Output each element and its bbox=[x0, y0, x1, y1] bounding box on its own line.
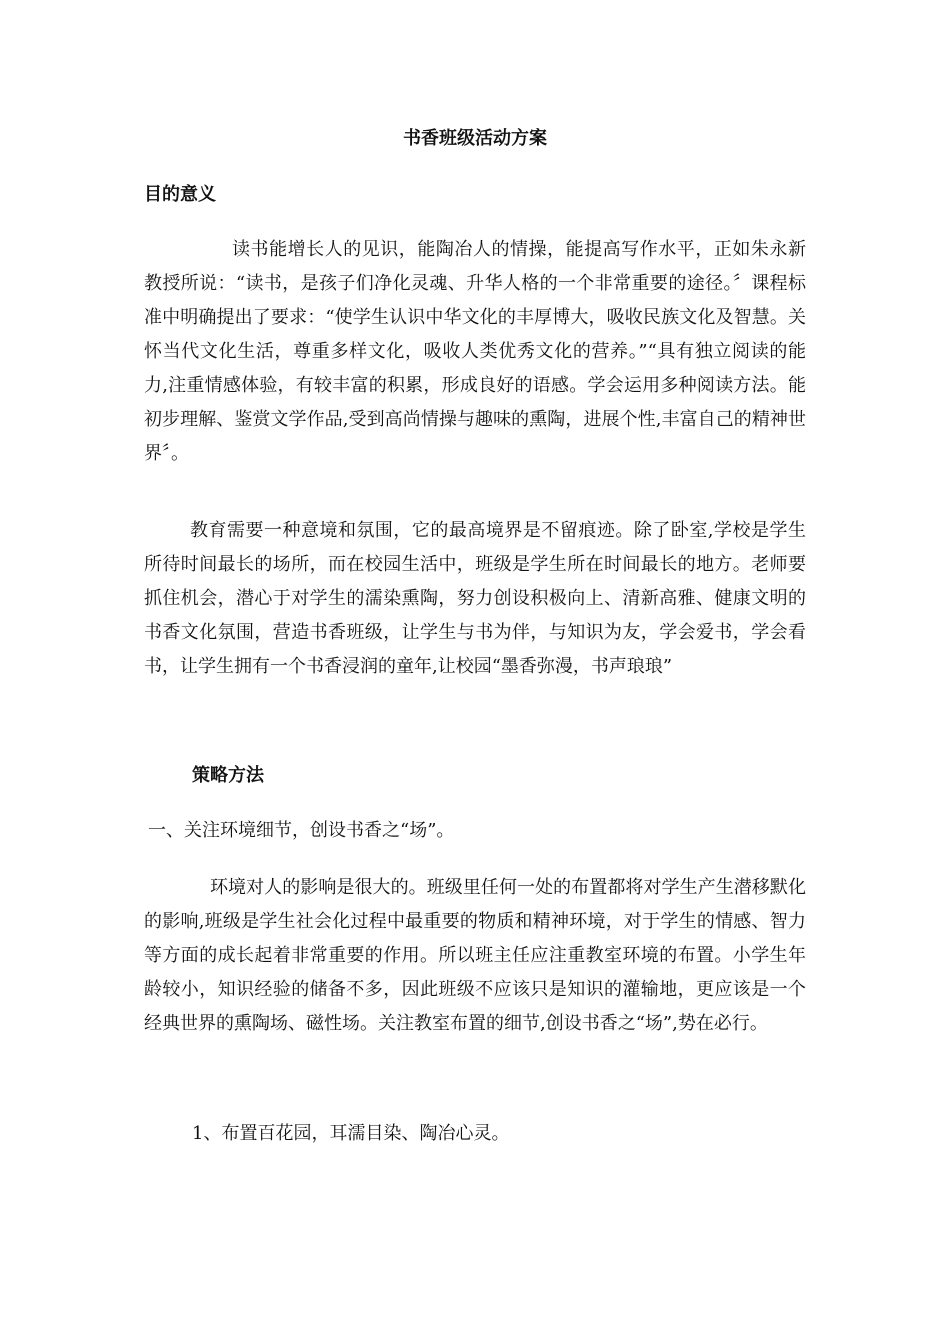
section-heading-purpose: 目的意义 bbox=[144, 184, 216, 205]
paragraph-reading-benefits: 读书能增长人的见识，能陶冶人的情操，能提高写作水平，正如朱永新教授所说：“读书，是孩子们净化灵魂、升华人格的一个非常重要的途径。〞课程标准中明确提出了要求：“使学生认识中华文化的丰厚博大，吸收民族文化及智慧。关怀当代文化生活，尊重多样文化，吸收人类优秀文化的营养。”“具有独立阅读的能力,注重情感体验，有较丰富的积累，形成良好的语感。学会运用多种阅读方法。能初步理解、鉴赏文学作品,受到高尚情操与趣味的熏陶，进展个性,丰富自己的精神世界〞。 bbox=[144, 239, 806, 464]
list-item-garden: 1、布置百花园，耳濡目染、陶冶心灵。 bbox=[192, 1123, 510, 1144]
paragraph-environment-influence: 环境对人的影响是很大的。班级里任何一处的布置都将对学生产生潜移默化的影响,班级是学生社会化过程中最重要的物质和精神环境，对于学生的情感、智力等方面的成长起着非常重要的作用。所以班主任应注重教室环境的布置。小学生年龄较小，知识经验的储备不多，因此班级不应该只是知识的灌输地，更应该是一个经典世界的熏陶场、磁性场。关注教室布置的细节,创设书香之“场”,势在必行。 bbox=[144, 877, 806, 1034]
subheading-environment: 一、关注环境细节，创设书香之“场”。 bbox=[148, 820, 455, 841]
section-heading-strategies: 策略方法 bbox=[192, 765, 264, 786]
document-title: 书香班级活动方案 bbox=[403, 128, 547, 149]
paragraph-education-atmosphere: 教育需要一种意境和氛围，它的最高境界是不留痕迹。除了卧室,学校是学生所待时间最长的场所，而在校园生活中，班级是学生所在时间最长的地方。老师要抓住机会，潜心于对学生的濡染熏陶，努力创设积极向上、清新高雅、健康文明的书香文化氛围，营造书香班级，让学生与书为伴，与知识为友，学会爱书，学会看书，让学生拥有一个书香浸润的童年,让校园“墨香弥漫，书声琅琅” bbox=[144, 520, 806, 677]
